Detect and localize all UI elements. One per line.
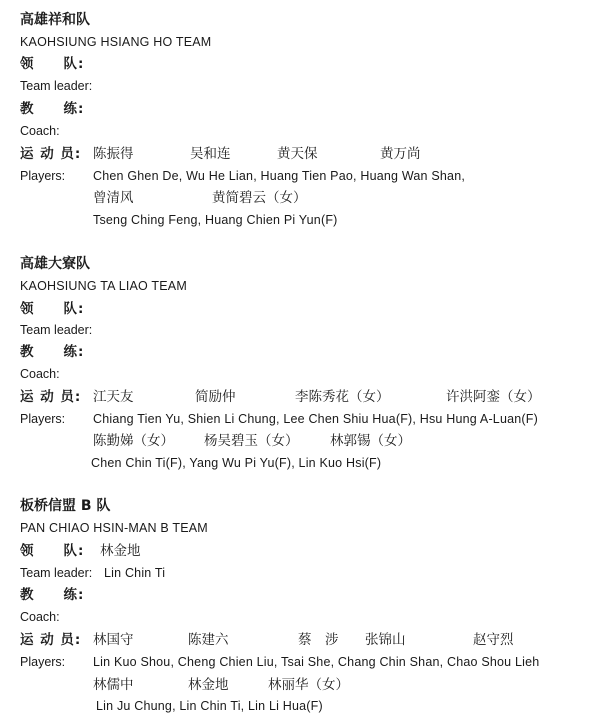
team-1-title-en: KAOHSIUNG HSIANG HO TEAM bbox=[20, 35, 212, 49]
team-1-leader-label-en: Team leader: bbox=[20, 79, 93, 93]
team-2-player-zh: 许洪阿銮（女） bbox=[446, 389, 541, 405]
team-2-players-label-zh: 运 动 员: bbox=[20, 389, 82, 405]
team-2-coach-label-en: Coach: bbox=[20, 367, 60, 381]
team-1-player-zh: 曾清风 bbox=[93, 190, 134, 206]
team-2-player-zh: 江天友 bbox=[93, 389, 134, 405]
team-2-player-zh: 杨吴碧玉（女） bbox=[204, 433, 299, 449]
team-1-players-label-zh: 运 动 员: bbox=[20, 146, 82, 162]
team-2-coach-label-zh: 教 练: bbox=[20, 344, 85, 360]
team-2-player-zh: 林郭锡（女） bbox=[330, 433, 411, 449]
team-3-title-en: PAN CHIAO HSIN-MAN B TEAM bbox=[20, 521, 208, 535]
team-3-coach-label-zh: 教 练: bbox=[20, 587, 85, 603]
team-3-leader-label-zh: 领 队: bbox=[20, 543, 85, 559]
team-1-title-zh: 高雄祥和队 bbox=[20, 12, 90, 28]
team-3-players-label-zh: 运 动 员: bbox=[20, 632, 82, 648]
team-3-player-zh: 陈建六 bbox=[188, 632, 229, 648]
team-2-player-zh: 陈勤娣（女） bbox=[93, 433, 174, 449]
team-3-player-zh: 林国守 bbox=[93, 632, 134, 648]
team-2-title-zh: 高雄大寮队 bbox=[20, 256, 90, 272]
team-1-players-label-en: Players: bbox=[20, 169, 66, 183]
team-2-leader-label-zh: 领 队: bbox=[20, 301, 85, 317]
team-1-coach-label-zh: 教 练: bbox=[20, 101, 85, 117]
team-3-coach-label-en: Coach: bbox=[20, 610, 60, 624]
team-2-player-zh: 简励仲 bbox=[195, 389, 236, 405]
team-3-player-zh: 林儒中 bbox=[93, 677, 134, 693]
team-1-player-zh: 陈振得 bbox=[93, 146, 134, 162]
team-3-player-zh: 赵守烈 bbox=[473, 632, 514, 648]
team-1-player-zh: 吴和连 bbox=[190, 146, 231, 162]
team-2-title-en: KAOHSIUNG TA LIAO TEAM bbox=[20, 279, 187, 293]
team-3-players-label-en: Players: bbox=[20, 655, 66, 669]
team-3-title-zh: 板桥信盟 B 队 bbox=[20, 498, 111, 514]
team-3-players-en-line2: Lin Ju Chung, Lin Chin Ti, Lin Li Hua(F) bbox=[96, 699, 323, 713]
team-2-leader-label-en: Team leader: bbox=[20, 323, 93, 337]
team-1-players-en-line2: Tseng Ching Feng, Huang Chien Pi Yun(F) bbox=[93, 213, 338, 227]
team-2-player-zh: 李陈秀花（女） bbox=[295, 389, 390, 405]
team-1-player-zh: 黄简碧云（女） bbox=[212, 190, 307, 206]
team-3-player-zh: 蔡 涉 bbox=[298, 632, 339, 648]
team-3-leader-value-en: Lin Chin Ti bbox=[104, 566, 166, 580]
team-3-player-zh: 张锦山 bbox=[365, 632, 406, 648]
team-3-players-en-line1: Lin Kuo Shou, Cheng Chien Liu, Tsai She, Chang Chin Shan, Chao Shou Lieh bbox=[93, 655, 540, 669]
team-3-leader-label-en: Team leader: bbox=[20, 566, 93, 580]
team-2-players-en-line2: Chen Chin Ti(F), Yang Wu Pi Yu(F), Lin Kuo Hsi(F) bbox=[91, 456, 382, 470]
team-1-coach-label-en: Coach: bbox=[20, 124, 60, 138]
team-1-player-zh: 黄天保 bbox=[277, 146, 318, 162]
team-3-leader-value-zh: 林金地 bbox=[100, 543, 141, 559]
team-1-players-en-line1: Chen Ghen De, Wu He Lian, Huang Tien Pao, Huang Wan Shan, bbox=[93, 169, 466, 183]
team-2-players-en-line1: Chiang Tien Yu, Shien Li Chung, Lee Chen Shiu Hua(F), Hsu Hung A-Luan(F) bbox=[93, 412, 538, 426]
team-1-player-zh: 黄万尚 bbox=[380, 146, 421, 162]
team-3-player-zh: 林丽华（女） bbox=[268, 677, 349, 693]
team-3-player-zh: 林金地 bbox=[188, 677, 229, 693]
team-1-leader-label-zh: 领 队: bbox=[20, 56, 85, 72]
team-2-players-label-en: Players: bbox=[20, 412, 66, 426]
